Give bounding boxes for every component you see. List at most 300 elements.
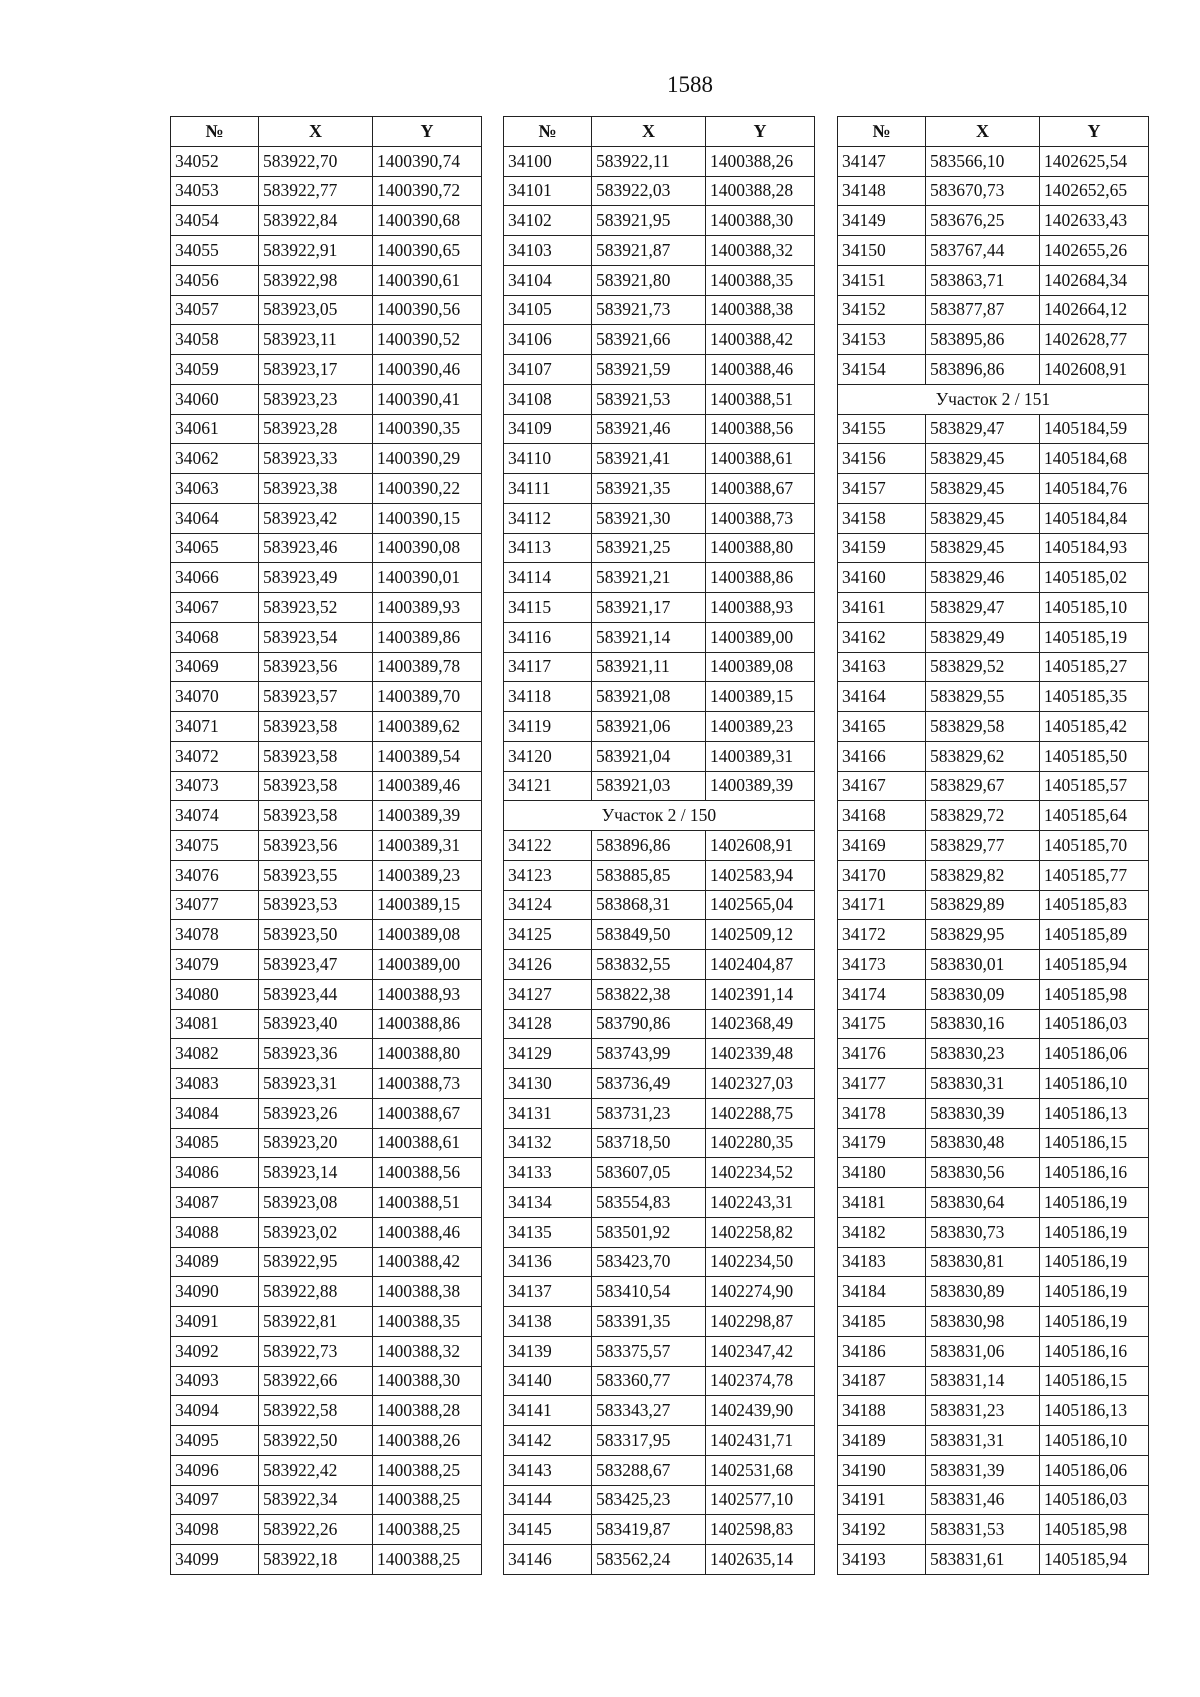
x-coordinate-cell: 583922,70 <box>259 146 373 176</box>
point-number-cell: 34129 <box>504 1039 592 1069</box>
point-number-cell: 34185 <box>838 1307 926 1337</box>
table-row <box>504 355 815 385</box>
x-coordinate-cell: 583830,31 <box>926 1069 1040 1099</box>
header-number: № <box>171 117 259 147</box>
point-number-cell: 34166 <box>838 741 926 771</box>
y-coordinate-cell: 1402608,91 <box>1040 355 1149 385</box>
x-coordinate-cell: 583375,57 <box>592 1336 706 1366</box>
x-coordinate-cell: 583923,44 <box>259 979 373 1009</box>
table-row <box>171 1009 482 1039</box>
point-number-cell: 34150 <box>838 236 926 266</box>
y-coordinate-cell: 1405184,59 <box>1040 414 1149 444</box>
table-row <box>504 1455 815 1485</box>
y-coordinate-cell: 1402509,12 <box>706 920 815 950</box>
table-row <box>838 1098 1149 1128</box>
point-number-cell: 34168 <box>838 801 926 831</box>
y-coordinate-cell: 1405185,64 <box>1040 801 1149 831</box>
table-row <box>504 384 815 414</box>
y-coordinate-cell: 1405186,15 <box>1040 1366 1149 1396</box>
x-coordinate-cell: 583921,30 <box>592 503 706 533</box>
x-coordinate-cell: 583923,52 <box>259 593 373 623</box>
y-coordinate-cell: 1402374,78 <box>706 1366 815 1396</box>
y-coordinate-cell: 1402664,12 <box>1040 295 1149 325</box>
table-header-row <box>504 117 815 147</box>
point-number-cell: 34110 <box>504 444 592 474</box>
table-row <box>504 741 815 771</box>
y-coordinate-cell: 1405185,98 <box>1040 1515 1149 1545</box>
y-coordinate-cell: 1400389,23 <box>706 712 815 742</box>
point-number-cell: 34124 <box>504 890 592 920</box>
y-coordinate-cell: 1405186,19 <box>1040 1188 1149 1218</box>
y-coordinate-cell: 1400388,93 <box>373 979 482 1009</box>
y-coordinate-cell: 1402625,54 <box>1040 146 1149 176</box>
table-row <box>504 920 815 950</box>
x-coordinate-cell: 583877,87 <box>926 295 1040 325</box>
y-coordinate-cell: 1400388,25 <box>373 1545 482 1575</box>
point-number-cell: 34060 <box>171 384 259 414</box>
table-row <box>838 355 1149 385</box>
y-coordinate-cell: 1400390,29 <box>373 444 482 474</box>
point-number-cell: 34138 <box>504 1307 592 1337</box>
x-coordinate-cell: 583830,48 <box>926 1128 1040 1158</box>
y-coordinate-cell: 1400390,72 <box>373 176 482 206</box>
table-row <box>838 1336 1149 1366</box>
x-coordinate-cell: 583831,39 <box>926 1455 1040 1485</box>
table-row <box>838 741 1149 771</box>
x-coordinate-cell: 583922,50 <box>259 1426 373 1456</box>
table-row <box>838 1039 1149 1069</box>
table-row <box>504 325 815 355</box>
point-number-cell: 34076 <box>171 860 259 890</box>
table-row <box>504 652 815 682</box>
table-row <box>171 325 482 355</box>
y-coordinate-cell: 1400388,26 <box>373 1426 482 1456</box>
x-coordinate-cell: 583829,45 <box>926 503 1040 533</box>
x-coordinate-cell: 583922,81 <box>259 1307 373 1337</box>
y-coordinate-cell: 1400390,01 <box>373 563 482 593</box>
x-coordinate-cell: 583829,72 <box>926 801 1040 831</box>
y-coordinate-cell: 1400389,15 <box>373 890 482 920</box>
table-row <box>838 860 1149 890</box>
table-row <box>838 1247 1149 1277</box>
y-coordinate-cell: 1400388,30 <box>706 206 815 236</box>
point-number-cell: 34146 <box>504 1545 592 1575</box>
y-coordinate-cell: 1400389,86 <box>373 622 482 652</box>
point-number-cell: 34100 <box>504 146 592 176</box>
table-header-row <box>838 117 1149 147</box>
y-coordinate-cell: 1400388,73 <box>373 1069 482 1099</box>
y-coordinate-cell: 1405185,19 <box>1040 622 1149 652</box>
table-row <box>504 1485 815 1515</box>
table-row <box>504 1247 815 1277</box>
x-coordinate-cell: 583849,50 <box>592 920 706 950</box>
point-number-cell: 34134 <box>504 1188 592 1218</box>
point-number-cell: 34145 <box>504 1515 592 1545</box>
table-row <box>171 474 482 504</box>
point-number-cell: 34192 <box>838 1515 926 1545</box>
table-row <box>171 920 482 950</box>
table-row <box>171 1515 482 1545</box>
x-coordinate-cell: 583922,03 <box>592 176 706 206</box>
header-x: X <box>592 117 706 147</box>
y-coordinate-cell: 1400389,31 <box>373 831 482 861</box>
y-coordinate-cell: 1405185,83 <box>1040 890 1149 920</box>
point-number-cell: 34177 <box>838 1069 926 1099</box>
point-number-cell: 34139 <box>504 1336 592 1366</box>
x-coordinate-cell: 583829,47 <box>926 593 1040 623</box>
y-coordinate-cell: 1400388,26 <box>706 146 815 176</box>
table-row <box>171 146 482 176</box>
table-row <box>838 712 1149 742</box>
x-coordinate-cell: 583832,55 <box>592 950 706 980</box>
table-row <box>838 563 1149 593</box>
x-coordinate-cell: 583923,58 <box>259 801 373 831</box>
x-coordinate-cell: 583923,40 <box>259 1009 373 1039</box>
point-number-cell: 34090 <box>171 1277 259 1307</box>
coordinates-table-2 <box>503 116 815 1575</box>
x-coordinate-cell: 583831,46 <box>926 1485 1040 1515</box>
y-coordinate-cell: 1402598,83 <box>706 1515 815 1545</box>
point-number-cell: 34117 <box>504 652 592 682</box>
x-coordinate-cell: 583829,77 <box>926 831 1040 861</box>
x-coordinate-cell: 583830,89 <box>926 1277 1040 1307</box>
x-coordinate-cell: 583830,98 <box>926 1307 1040 1337</box>
point-number-cell: 34095 <box>171 1426 259 1456</box>
y-coordinate-cell: 1400388,38 <box>706 295 815 325</box>
point-number-cell: 34130 <box>504 1069 592 1099</box>
y-coordinate-cell: 1400390,65 <box>373 236 482 266</box>
table-row <box>171 801 482 831</box>
table-header-row <box>171 117 482 147</box>
x-coordinate-cell: 583921,73 <box>592 295 706 325</box>
y-coordinate-cell: 1400390,52 <box>373 325 482 355</box>
table-row <box>838 950 1149 980</box>
point-number-cell: 34094 <box>171 1396 259 1426</box>
x-coordinate-cell: 583923,33 <box>259 444 373 474</box>
y-coordinate-cell: 1400388,25 <box>373 1515 482 1545</box>
y-coordinate-cell: 1402368,49 <box>706 1009 815 1039</box>
table-row <box>504 176 815 206</box>
table-row <box>504 1396 815 1426</box>
x-coordinate-cell: 583830,56 <box>926 1158 1040 1188</box>
table-row <box>504 1277 815 1307</box>
table-row <box>171 355 482 385</box>
header-y: Y <box>1040 117 1149 147</box>
table-row <box>504 1009 815 1039</box>
table-row <box>171 444 482 474</box>
table-row <box>838 444 1149 474</box>
point-number-cell: 34057 <box>171 295 259 325</box>
y-coordinate-cell: 1405185,27 <box>1040 652 1149 682</box>
y-coordinate-cell: 1400388,32 <box>706 236 815 266</box>
header-number: № <box>838 117 926 147</box>
x-coordinate-cell: 583391,35 <box>592 1307 706 1337</box>
x-coordinate-cell: 583923,58 <box>259 771 373 801</box>
table-row <box>504 979 815 1009</box>
x-coordinate-cell: 583921,14 <box>592 622 706 652</box>
x-coordinate-cell: 583822,38 <box>592 979 706 1009</box>
x-coordinate-cell: 583830,39 <box>926 1098 1040 1128</box>
point-number-cell: 34061 <box>171 414 259 444</box>
x-coordinate-cell: 583607,05 <box>592 1158 706 1188</box>
y-coordinate-cell: 1405186,15 <box>1040 1128 1149 1158</box>
x-coordinate-cell: 583923,46 <box>259 533 373 563</box>
table-row <box>171 1277 482 1307</box>
page-number: 1588 <box>667 72 713 97</box>
x-coordinate-cell: 583922,18 <box>259 1545 373 1575</box>
point-number-cell: 34175 <box>838 1009 926 1039</box>
table-row <box>504 1069 815 1099</box>
y-coordinate-cell: 1400388,86 <box>373 1009 482 1039</box>
table-row <box>171 206 482 236</box>
point-number-cell: 34155 <box>838 414 926 444</box>
y-coordinate-cell: 1400390,46 <box>373 355 482 385</box>
x-coordinate-cell: 583923,05 <box>259 295 373 325</box>
x-coordinate-cell: 583921,95 <box>592 206 706 236</box>
table-row <box>171 1336 482 1366</box>
y-coordinate-cell: 1400388,51 <box>373 1188 482 1218</box>
y-coordinate-cell: 1400388,32 <box>373 1336 482 1366</box>
y-coordinate-cell: 1405186,19 <box>1040 1277 1149 1307</box>
x-coordinate-cell: 583921,25 <box>592 533 706 563</box>
y-coordinate-cell: 1405186,03 <box>1040 1485 1149 1515</box>
point-number-cell: 34153 <box>838 325 926 355</box>
x-coordinate-cell: 583923,56 <box>259 831 373 861</box>
point-number-cell: 34144 <box>504 1485 592 1515</box>
point-number-cell: 34182 <box>838 1217 926 1247</box>
table-row <box>838 831 1149 861</box>
header-number: № <box>504 117 592 147</box>
table-row <box>838 771 1149 801</box>
point-number-cell: 34072 <box>171 741 259 771</box>
y-coordinate-cell: 1405186,13 <box>1040 1098 1149 1128</box>
y-coordinate-cell: 1405186,19 <box>1040 1307 1149 1337</box>
y-coordinate-cell: 1405186,06 <box>1040 1039 1149 1069</box>
x-coordinate-cell: 583921,53 <box>592 384 706 414</box>
point-number-cell: 34125 <box>504 920 592 950</box>
point-number-cell: 34136 <box>504 1247 592 1277</box>
table-row <box>171 1455 482 1485</box>
x-coordinate-cell: 583829,49 <box>926 622 1040 652</box>
table-row <box>504 771 815 801</box>
point-number-cell: 34162 <box>838 622 926 652</box>
point-number-cell: 34063 <box>171 474 259 504</box>
x-coordinate-cell: 583868,31 <box>592 890 706 920</box>
coordinates-table-3 <box>837 116 1149 1575</box>
y-coordinate-cell: 1400388,80 <box>373 1039 482 1069</box>
x-coordinate-cell: 583830,01 <box>926 950 1040 980</box>
table-row <box>504 1128 815 1158</box>
table-row <box>171 1039 482 1069</box>
x-coordinate-cell: 583829,45 <box>926 474 1040 504</box>
x-coordinate-cell: 583830,73 <box>926 1217 1040 1247</box>
table-row <box>171 236 482 266</box>
y-coordinate-cell: 1400389,39 <box>706 771 815 801</box>
y-coordinate-cell: 1400388,42 <box>373 1247 482 1277</box>
x-coordinate-cell: 583767,44 <box>926 236 1040 266</box>
point-number-cell: 34109 <box>504 414 592 444</box>
x-coordinate-cell: 583923,11 <box>259 325 373 355</box>
point-number-cell: 34193 <box>838 1545 926 1575</box>
table-row <box>838 265 1149 295</box>
x-coordinate-cell: 583830,23 <box>926 1039 1040 1069</box>
y-coordinate-cell: 1400388,67 <box>373 1098 482 1128</box>
x-coordinate-cell: 583921,35 <box>592 474 706 504</box>
point-number-cell: 34172 <box>838 920 926 950</box>
table-row <box>171 1485 482 1515</box>
table-row <box>838 1366 1149 1396</box>
y-coordinate-cell: 1405186,06 <box>1040 1455 1149 1485</box>
x-coordinate-cell: 583922,34 <box>259 1485 373 1515</box>
x-coordinate-cell: 583288,67 <box>592 1455 706 1485</box>
y-coordinate-cell: 1400389,08 <box>373 920 482 950</box>
y-coordinate-cell: 1400388,28 <box>373 1396 482 1426</box>
y-coordinate-cell: 1400389,31 <box>706 741 815 771</box>
table-row <box>504 682 815 712</box>
table-row <box>838 1009 1149 1039</box>
point-number-cell: 34087 <box>171 1188 259 1218</box>
x-coordinate-cell: 583736,49 <box>592 1069 706 1099</box>
y-coordinate-cell: 1405185,94 <box>1040 1545 1149 1575</box>
y-coordinate-cell: 1405185,42 <box>1040 712 1149 742</box>
y-coordinate-cell: 1400389,39 <box>373 801 482 831</box>
point-number-cell: 34149 <box>838 206 926 236</box>
point-number-cell: 34123 <box>504 860 592 890</box>
y-coordinate-cell: 1400390,08 <box>373 533 482 563</box>
y-coordinate-cell: 1400388,51 <box>706 384 815 414</box>
x-coordinate-cell: 583922,73 <box>259 1336 373 1366</box>
point-number-cell: 34106 <box>504 325 592 355</box>
point-number-cell: 34104 <box>504 265 592 295</box>
y-coordinate-cell: 1400388,46 <box>373 1217 482 1247</box>
x-coordinate-cell: 583831,31 <box>926 1426 1040 1456</box>
table-row <box>171 414 482 444</box>
point-number-cell: 34173 <box>838 950 926 980</box>
y-coordinate-cell: 1402234,52 <box>706 1158 815 1188</box>
y-coordinate-cell: 1402628,77 <box>1040 325 1149 355</box>
point-number-cell: 34164 <box>838 682 926 712</box>
point-number-cell: 34099 <box>171 1545 259 1575</box>
y-coordinate-cell: 1405184,68 <box>1040 444 1149 474</box>
point-number-cell: 34075 <box>171 831 259 861</box>
point-number-cell: 34074 <box>171 801 259 831</box>
table-row <box>838 1277 1149 1307</box>
x-coordinate-cell: 583562,24 <box>592 1545 706 1575</box>
table-row <box>838 146 1149 176</box>
y-coordinate-cell: 1400388,61 <box>706 444 815 474</box>
x-coordinate-cell: 583921,46 <box>592 414 706 444</box>
y-coordinate-cell: 1400389,08 <box>706 652 815 682</box>
x-coordinate-cell: 583829,46 <box>926 563 1040 593</box>
y-coordinate-cell: 1402652,65 <box>1040 176 1149 206</box>
y-coordinate-cell: 1405185,77 <box>1040 860 1149 890</box>
x-coordinate-cell: 583921,21 <box>592 563 706 593</box>
y-coordinate-cell: 1402280,35 <box>706 1128 815 1158</box>
point-number-cell: 34128 <box>504 1009 592 1039</box>
table-row <box>171 503 482 533</box>
x-coordinate-cell: 583425,23 <box>592 1485 706 1515</box>
x-coordinate-cell: 583921,04 <box>592 741 706 771</box>
x-coordinate-cell: 583790,86 <box>592 1009 706 1039</box>
x-coordinate-cell: 583923,56 <box>259 652 373 682</box>
table-row <box>838 979 1149 1009</box>
x-coordinate-cell: 583923,50 <box>259 920 373 950</box>
y-coordinate-cell: 1400389,46 <box>373 771 482 801</box>
table-row <box>838 1396 1149 1426</box>
point-number-cell: 34069 <box>171 652 259 682</box>
point-number-cell: 34083 <box>171 1069 259 1099</box>
point-number-cell: 34154 <box>838 355 926 385</box>
x-coordinate-cell: 583923,28 <box>259 414 373 444</box>
table-row <box>171 1366 482 1396</box>
point-number-cell: 34073 <box>171 771 259 801</box>
table-row <box>171 652 482 682</box>
table-row <box>838 1158 1149 1188</box>
table-row <box>171 1217 482 1247</box>
x-coordinate-cell: 583922,26 <box>259 1515 373 1545</box>
table-row <box>504 1188 815 1218</box>
point-number-cell: 34089 <box>171 1247 259 1277</box>
table-row <box>171 384 482 414</box>
y-coordinate-cell: 1405185,70 <box>1040 831 1149 861</box>
table-row <box>171 1247 482 1277</box>
x-coordinate-cell: 583360,77 <box>592 1366 706 1396</box>
x-coordinate-cell: 583829,62 <box>926 741 1040 771</box>
x-coordinate-cell: 583829,52 <box>926 652 1040 682</box>
point-number-cell: 34159 <box>838 533 926 563</box>
point-number-cell: 34137 <box>504 1277 592 1307</box>
x-coordinate-cell: 583921,41 <box>592 444 706 474</box>
table-row <box>171 741 482 771</box>
point-number-cell: 34142 <box>504 1426 592 1456</box>
y-coordinate-cell: 1402531,68 <box>706 1455 815 1485</box>
x-coordinate-cell: 583896,86 <box>592 831 706 861</box>
y-coordinate-cell: 1402635,14 <box>706 1545 815 1575</box>
table-row <box>171 1128 482 1158</box>
x-coordinate-cell: 583863,71 <box>926 265 1040 295</box>
point-number-cell: 34157 <box>838 474 926 504</box>
y-coordinate-cell: 1400389,23 <box>373 860 482 890</box>
y-coordinate-cell: 1405186,19 <box>1040 1217 1149 1247</box>
point-number-cell: 34092 <box>171 1336 259 1366</box>
y-coordinate-cell: 1402234,50 <box>706 1247 815 1277</box>
point-number-cell: 34152 <box>838 295 926 325</box>
point-number-cell: 34097 <box>171 1485 259 1515</box>
x-coordinate-cell: 583831,14 <box>926 1366 1040 1396</box>
x-coordinate-cell: 583921,17 <box>592 593 706 623</box>
y-coordinate-cell: 1405184,93 <box>1040 533 1149 563</box>
x-coordinate-cell: 583501,92 <box>592 1217 706 1247</box>
table-row <box>171 1098 482 1128</box>
table-row <box>504 593 815 623</box>
table-row <box>171 593 482 623</box>
y-coordinate-cell: 1400388,61 <box>373 1128 482 1158</box>
point-number-cell: 34093 <box>171 1366 259 1396</box>
y-coordinate-cell: 1405185,94 <box>1040 950 1149 980</box>
point-number-cell: 34178 <box>838 1098 926 1128</box>
table-row <box>504 265 815 295</box>
point-number-cell: 34086 <box>171 1158 259 1188</box>
x-coordinate-cell: 583921,03 <box>592 771 706 801</box>
point-number-cell: 34070 <box>171 682 259 712</box>
y-coordinate-cell: 1405185,35 <box>1040 682 1149 712</box>
table-row <box>838 1069 1149 1099</box>
table-row <box>171 176 482 206</box>
table-row <box>838 533 1149 563</box>
table-row <box>504 1336 815 1366</box>
table-row <box>171 1069 482 1099</box>
point-number-cell: 34064 <box>171 503 259 533</box>
